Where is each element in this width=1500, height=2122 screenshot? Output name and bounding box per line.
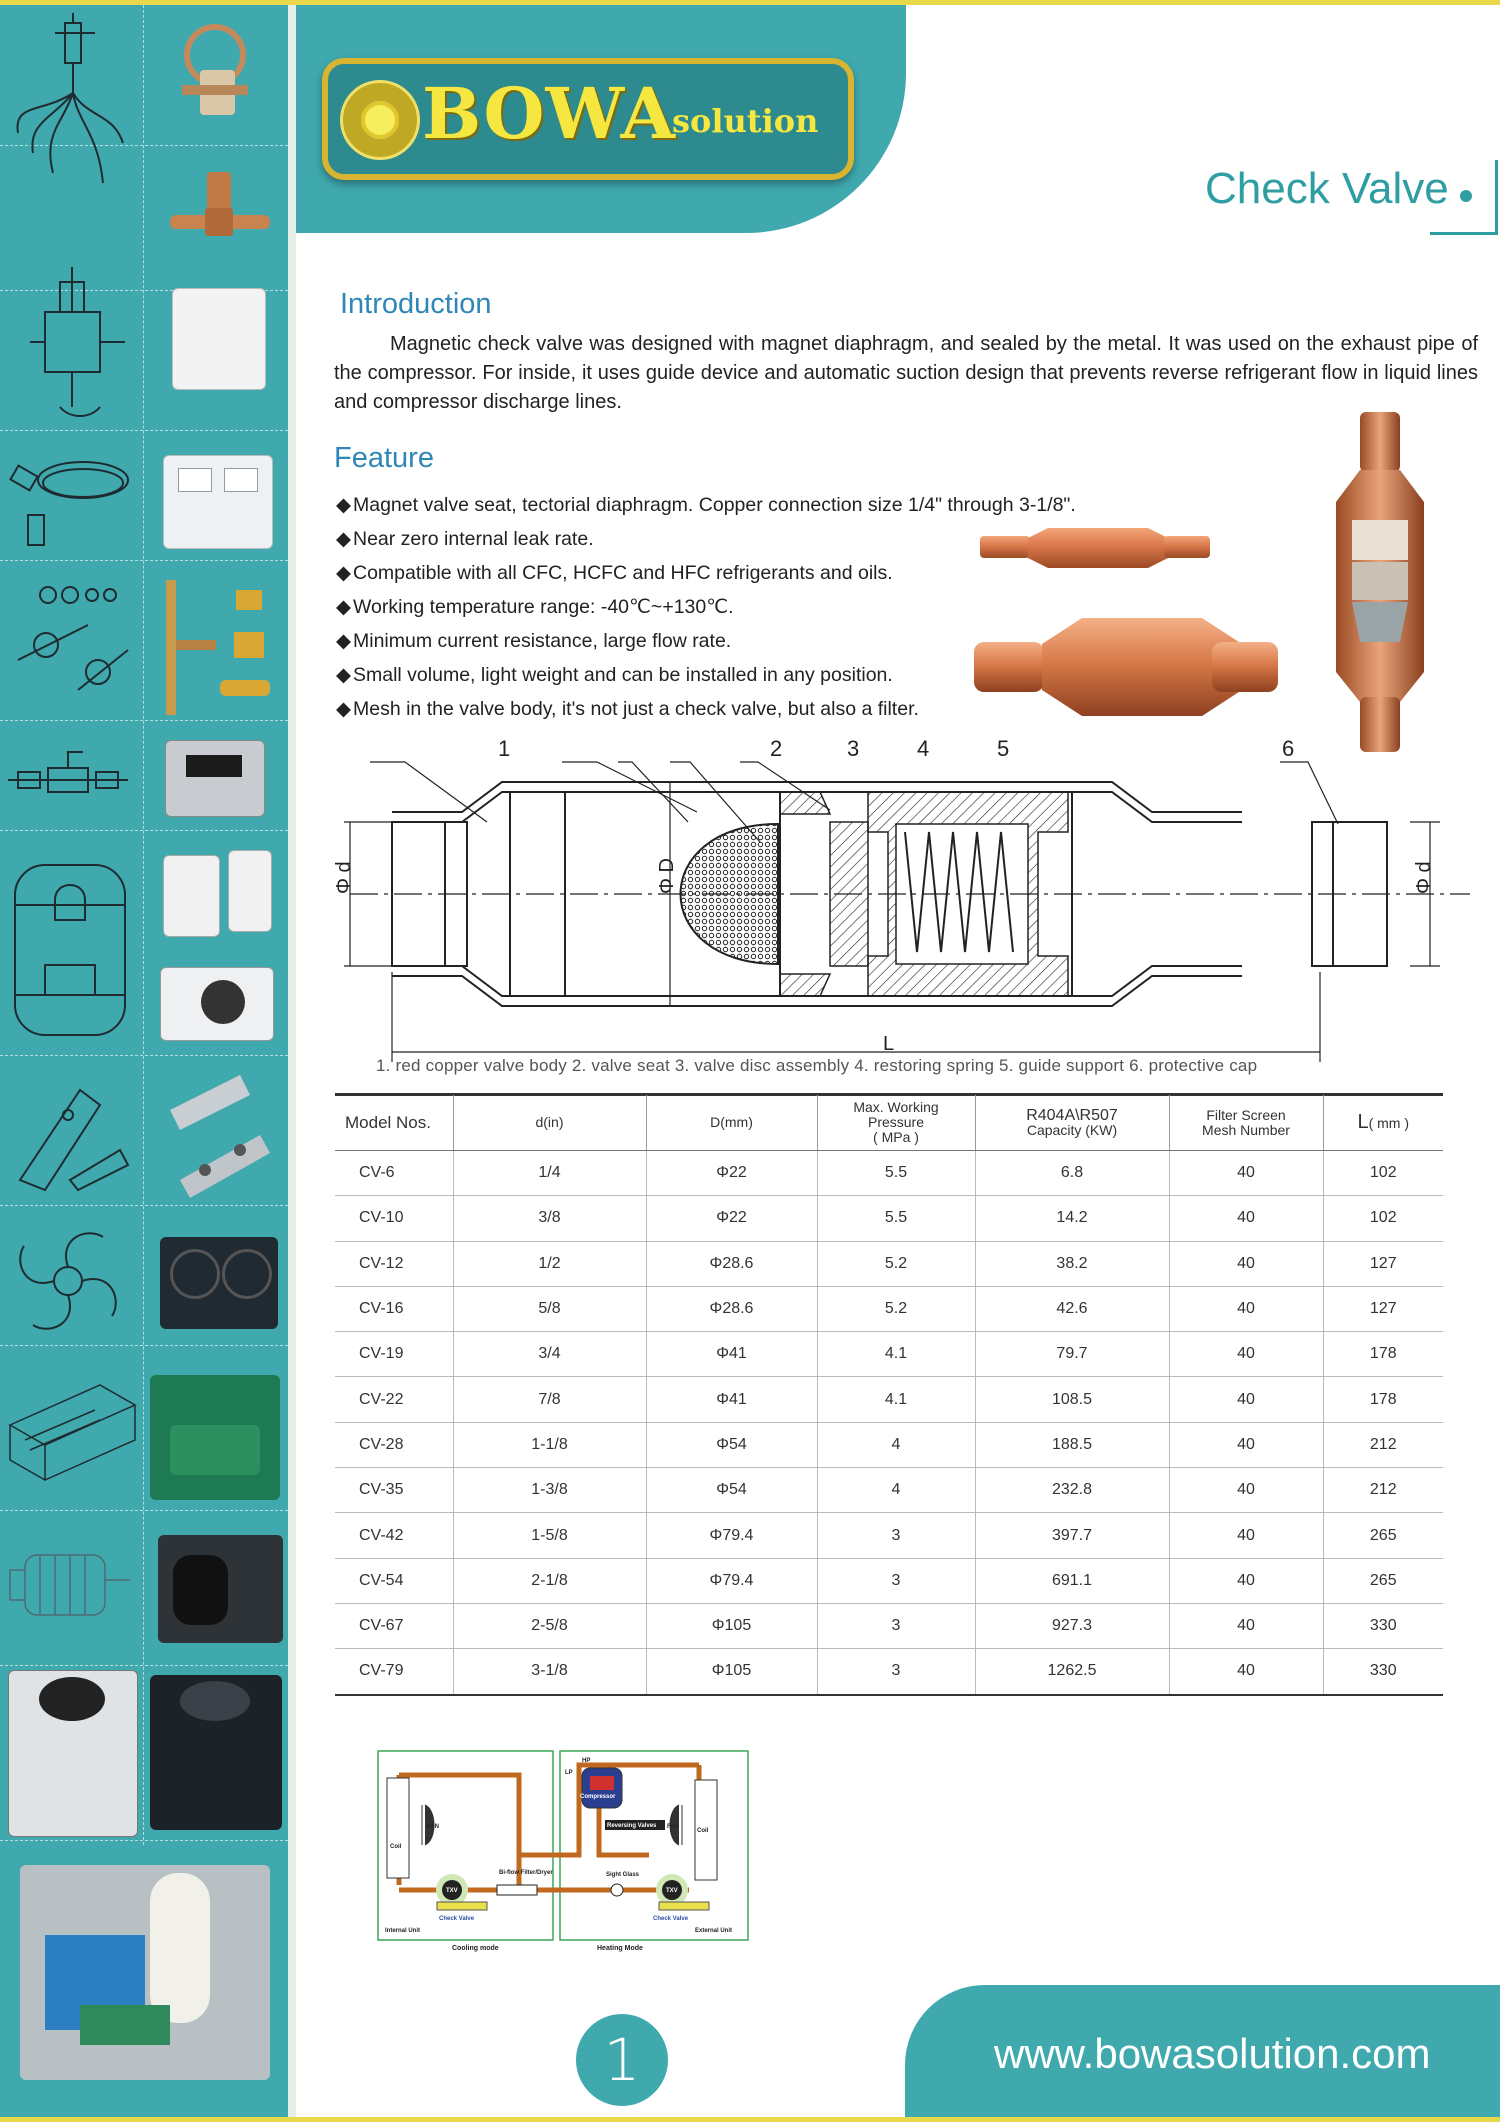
col-header-pressure: Max. Working Pressure ( MPa ) [817,1095,975,1151]
check-valve-large-photo [972,612,1282,722]
table-cell: 3-1/8 [453,1649,646,1695]
table-cell: Φ54 [646,1468,817,1513]
dual-pressure-switch-photo [163,455,273,549]
table-cell: Φ28.6 [646,1241,817,1286]
table-cell: 6.8 [975,1151,1169,1196]
callout-2: 2 [770,736,783,761]
col-header-L: L( mm ) [1323,1095,1443,1151]
table-cell: 265 [1323,1513,1443,1558]
ball-valve-drawing [8,750,136,810]
table-cell: CV-67 [335,1603,453,1648]
feature-item: ◆ Magnet valve seat, tectorial diaphragm. Copper connection size 1/4" through 3-1/8". [336,494,1076,516]
heat-pump-unit-photo [8,1670,138,1837]
condensing-unit-photo [150,1375,280,1500]
table-cell: 14.2 [975,1196,1169,1241]
table-cell: Φ28.6 [646,1286,817,1331]
table-cell: CV-10 [335,1196,453,1241]
table-cell: 40 [1169,1377,1323,1422]
table-row [335,1196,1443,1241]
sidebar-row-divider [0,720,288,721]
refrigeration-rack-photo [20,1865,270,2080]
table-cell: Φ54 [646,1422,817,1467]
table-cell: 3 [817,1513,975,1558]
dim-L-label: L [883,1033,895,1055]
refrigeration-cycle-diagram [377,1750,749,1952]
table-cell: 102 [1323,1151,1443,1196]
table-cell: CV-6 [335,1151,453,1196]
table-cell: 108.5 [975,1377,1169,1422]
table-cell: Φ22 [646,1196,817,1241]
check-valve-cutaway-photo [1330,412,1430,752]
table-row [335,1558,1443,1603]
axial-fan-drawing [10,1225,128,1337]
table-cell: 691.1 [975,1558,1169,1603]
table-cell: 38.2 [975,1241,1169,1286]
table-cell: 2-1/8 [453,1558,646,1603]
table-row [335,1241,1443,1286]
table-cell: Φ105 [646,1649,817,1695]
table-cell: Φ22 [646,1151,817,1196]
logo-brand-sub: solution [672,102,819,140]
table-cell: 5.5 [817,1151,975,1196]
title-rule-vertical [1495,160,1498,234]
evaporator-unit-photo [160,967,274,1041]
sidebar-row-divider [0,1205,288,1206]
table-row [335,1151,1443,1196]
flow-external-label: External Unit [695,1928,733,1934]
table-cell: 178 [1323,1332,1443,1377]
check-valve-cross-section-diagram [330,722,1490,1107]
col-header-capacity: R404A\R507 Capacity (KW) [975,1095,1169,1151]
table-cell: 40 [1169,1151,1323,1196]
table-cell: 178 [1323,1377,1443,1422]
table-cell: Φ79.4 [646,1558,817,1603]
sidebar-row-divider [0,1840,288,1841]
table-cell: 1/2 [453,1241,646,1286]
table-row [335,1422,1443,1467]
title-dot-icon [1460,190,1472,202]
table-cell: CV-28 [335,1422,453,1467]
flow-txv-left-label: TXV [446,1888,458,1894]
table-cell: 40 [1169,1196,1323,1241]
dim-D-label: Φ D [656,858,678,894]
capillary-tube-drawing [8,455,133,550]
table-cell: 4.1 [817,1377,975,1422]
product-sidebar [0,5,288,2117]
table-cell: CV-79 [335,1649,453,1695]
solenoid-coil-drawing [20,267,130,422]
table-cell: 40 [1169,1241,1323,1286]
dim-d-left-label: Φ d [333,861,355,894]
phase-protector-photo [228,850,272,932]
table-cell: 5.2 [817,1241,975,1286]
feature-item: ◆ Compatible with all CFC, HCFC and HFC refrigerants and oils. [336,562,893,584]
logo-brand-name: BOWA [422,72,676,155]
solenoid-valve-photo [165,170,275,260]
website-link[interactable]: www.bowasolution.com [994,2030,1431,2077]
table-cell: 5.5 [817,1196,975,1241]
flow-cooling-label: Cooling mode [452,1945,499,1952]
sidebar-row-divider [0,1345,288,1346]
introduction-heading: Introduction [340,288,492,320]
table-row [335,1332,1443,1377]
table-cell: 1-1/8 [453,1422,646,1467]
heat-pump-black-photo [150,1675,282,1830]
flow-txv-right-label: TXV [666,1888,678,1894]
parts-caption: 1. red copper valve body 2. valve seat 3. valve disc assembly 4. restoring spring 5. guide support 6. protective cap [376,1056,1258,1075]
feature-item: ◆ Small volume, light weight and can be installed in any position. [336,664,893,686]
sidebar-separator [288,5,296,2117]
hinge-drawing [10,1070,135,1190]
table-cell: 79.7 [975,1332,1169,1377]
flow-hp-label: HP [582,1758,591,1764]
table-cell: 3 [817,1558,975,1603]
table-cell: 2-5/8 [453,1603,646,1648]
table-row [335,1513,1443,1558]
table-cell: Φ41 [646,1332,817,1377]
table-cell: 40 [1169,1603,1323,1648]
callout-4: 4 [917,736,930,761]
flow-lp-label: LP [565,1770,573,1776]
table-row [335,1649,1443,1695]
table-cell: 212 [1323,1468,1443,1513]
col-header-d: d(in) [453,1095,646,1151]
flow-filter-label: Bi-flow Filter/Dryer [499,1870,553,1876]
pressure-switch-photo [172,288,266,390]
brand-logo[interactable] [322,58,854,180]
table-cell: 40 [1169,1558,1323,1603]
table-row [335,1377,1443,1422]
flow-internal-label: Internal Unit [385,1928,421,1934]
logo-emblem-icon [340,80,420,160]
table-cell: 40 [1169,1332,1323,1377]
table-cell: CV-22 [335,1377,453,1422]
flow-coil-right-label: Coil [697,1828,709,1834]
table-cell: 1/4 [453,1151,646,1196]
expansion-valve-drawing [10,13,135,203]
relay-module-photo [163,855,220,937]
compressor-unit-photo [158,1535,283,1643]
table-cell: CV-19 [335,1332,453,1377]
sight-glass-drawing [8,580,138,720]
table-cell: 3 [817,1649,975,1695]
table-row [335,1286,1443,1331]
table-row [335,1603,1443,1648]
flow-fan-left-label: FAN [427,1824,439,1830]
table-cell: 212 [1323,1422,1443,1467]
table-cell: 42.6 [975,1286,1169,1331]
callout-3: 3 [847,736,860,761]
air-handler-drawing [5,1375,140,1495]
flow-heating-label: Heating Mode [597,1945,643,1952]
introduction-text: Magnetic check valve was designed with magnet diaphragm, and sealed by the metal. It was used on the exhaust pipe of the compressor. For inside, it uses guide device and automatic suction design that prevents reverse refrigerant flow in liquid lines and compressor discharge lines. [334,333,1478,413]
spec-table-body [335,1151,1443,1695]
table-cell: 40 [1169,1286,1323,1331]
sidebar-row-divider [0,560,288,561]
temperature-controller-photo [165,740,265,817]
table-cell: 397.7 [975,1513,1169,1558]
table-cell: 5/8 [453,1286,646,1331]
sidebar-row-divider [0,830,288,831]
condenser-photo [160,1237,278,1329]
sidebar-row-divider [0,1510,288,1511]
access-valve-photo [158,580,278,720]
table-cell: CV-12 [335,1241,453,1286]
table-cell: 3 [817,1603,975,1648]
table-cell: 1-5/8 [453,1513,646,1558]
callout-6: 6 [1282,736,1295,761]
table-cell: 40 [1169,1649,1323,1695]
feature-item: ◆ Mesh in the valve body, it's not just a check valve, but also a filter. [336,698,919,720]
page-number: 1 [576,2014,668,2106]
spec-table [335,1095,1443,1696]
table-cell: 40 [1169,1422,1323,1467]
feature-list [336,488,1076,726]
flow-compressor-label: Compressor [580,1794,616,1800]
table-cell: Φ79.4 [646,1513,817,1558]
flow-fan-right-label: FAN [667,1824,679,1830]
table-cell: 188.5 [975,1422,1169,1467]
compressor-drawing [5,845,135,1045]
feature-item: ◆ Minimum current resistance, large flow rate. [336,630,732,652]
table-cell: 40 [1169,1468,1323,1513]
table-cell: CV-54 [335,1558,453,1603]
table-cell: 3/8 [453,1196,646,1241]
table-cell: CV-35 [335,1468,453,1513]
callout-5: 5 [997,736,1010,761]
sidebar-row-divider [0,1055,288,1056]
flow-reversing-label: Reversing Valves [607,1823,657,1829]
table-cell: 1262.5 [975,1649,1169,1695]
table-cell: 330 [1323,1603,1443,1648]
table-cell: 4.1 [817,1332,975,1377]
table-cell: 4 [817,1468,975,1513]
table-cell: 330 [1323,1649,1443,1695]
table-cell: 102 [1323,1196,1443,1241]
sidebar-row-divider [0,1665,288,1666]
hinge-photo [160,1070,275,1195]
table-row [335,1468,1443,1513]
flow-check-right-label: Check Valve [653,1916,689,1922]
table-cell: 265 [1323,1558,1443,1603]
callout-1: 1 [498,736,511,761]
bottom-accent-strip [0,2117,1500,2122]
feature-item: ◆ Near zero internal leak rate. [336,528,594,550]
sidebar-row-divider [0,430,288,431]
table-cell: 4 [817,1422,975,1467]
check-valve-small-photo [978,510,1213,578]
table-cell: 232.8 [975,1468,1169,1513]
dim-d-right-label: Φ d [1413,861,1435,894]
page-title: Check Valve [1205,164,1449,213]
flow-check-left-label: Check Valve [439,1916,475,1922]
feature-heading: Feature [334,442,434,474]
flow-coil-left-label: Coil [390,1844,402,1850]
table-cell: 40 [1169,1513,1323,1558]
table-cell: 927.3 [975,1603,1169,1648]
motor-drawing [5,1525,140,1650]
table-cell: 127 [1323,1241,1443,1286]
spec-table-header-row [335,1095,1443,1151]
feature-item: ◆ Working temperature range: -40℃~+130℃. [336,596,734,618]
col-header-model: Model Nos. [335,1095,453,1151]
table-cell: CV-16 [335,1286,453,1331]
table-cell: CV-42 [335,1513,453,1558]
col-header-mesh: Filter Screen Mesh Number [1169,1095,1323,1151]
table-cell: Φ41 [646,1377,817,1422]
table-cell: 5.2 [817,1286,975,1331]
table-cell: 7/8 [453,1377,646,1422]
table-cell: Φ105 [646,1603,817,1648]
sidebar-column-divider [143,5,144,1845]
table-cell: 3/4 [453,1332,646,1377]
table-cell: 127 [1323,1286,1443,1331]
thermal-valve-photo [160,15,270,140]
title-rule [1430,232,1498,235]
col-header-D: D(mm) [646,1095,817,1151]
flow-sight-label: Sight Glass [606,1872,640,1878]
table-cell: 1-3/8 [453,1468,646,1513]
